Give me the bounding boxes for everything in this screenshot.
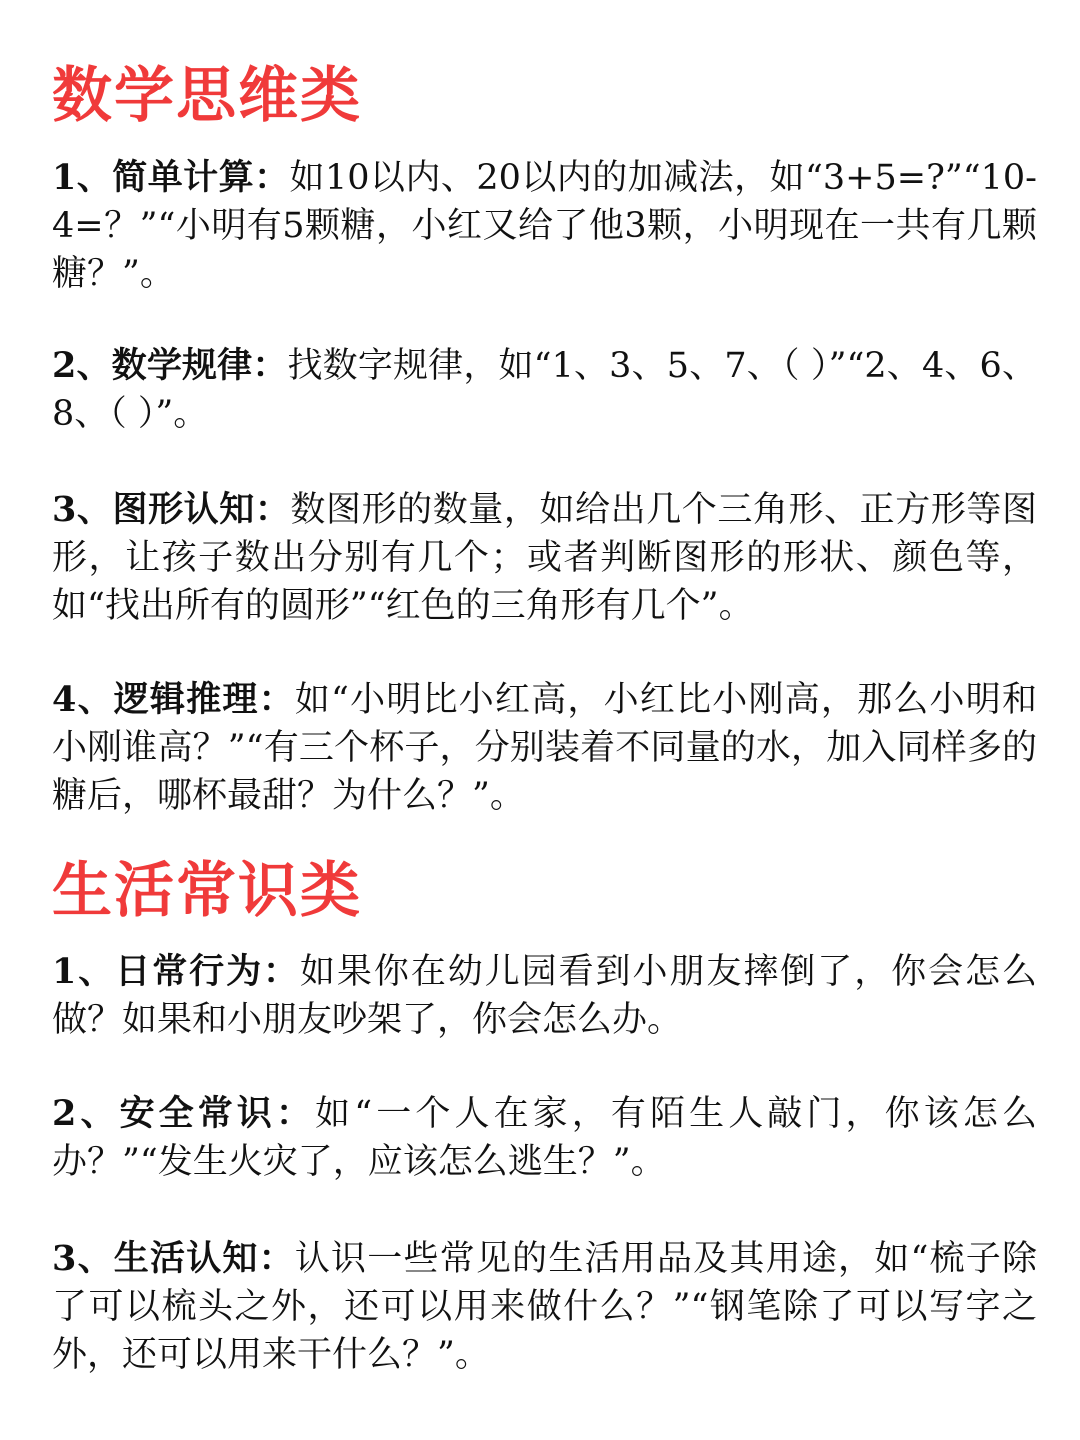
item-text: 找数字规律，如“1、3、5、7、（ ）”“2、4、6、8、（ ）”。 — [52, 346, 1037, 434]
item-label: 3、图形认知： — [52, 489, 291, 530]
item-label: 1、日常行为： — [52, 951, 300, 992]
item-label: 1、简单计算： — [52, 157, 290, 198]
list-item-daily-behavior — [52, 948, 1037, 1044]
list-item-safety-knowledge — [52, 1090, 1037, 1186]
list-item-logical-reasoning — [52, 676, 1037, 820]
list-item-simple-calculation — [52, 154, 1037, 298]
section-title-life: 生活常识类 — [52, 856, 362, 926]
item-label: 2、安全常识： — [52, 1093, 316, 1134]
item-text: 认识一些常见的生活用品及其用途，如“梳子除了可以梳头之外，还可以用来做什么？”“钢笔除了可以写字之外，还可以用来干什么？”。 — [52, 1239, 1037, 1375]
list-item-number-pattern — [52, 342, 1037, 438]
item-text: 如“一个人在家，有陌生人敲门，你该怎么办？”“发生火灾了，应该怎么逃生？”。 — [52, 1094, 1037, 1182]
item-text: 如10以内、20以内的加减法，如“3+5=?”“10- 4=？”“小明有5颗糖，小红又给了他3颗，小明现在一共有几颗糖？”。 — [52, 158, 1037, 294]
item-text: 如“小明比小红高，小红比小刚高，那么小明和小刚谁高？”“有三个杯子，分别装着不同量的水，加入同样多的糖后，哪杯最甜？为什么？”。 — [52, 680, 1037, 816]
list-item-shape-recognition — [52, 486, 1037, 630]
section-title-math: 数学思维类 — [52, 61, 362, 131]
item-label: 4、逻辑推理： — [52, 679, 295, 720]
list-item-life-cognition — [52, 1235, 1037, 1379]
item-text: 如果你在幼儿园看到小朋友摔倒了，你会怎么做？如果和小朋友吵架了，你会怎么办。 — [52, 952, 1037, 1040]
item-text: 数图形的数量，如给出几个三角形、正方形等图形，让孩子数出分别有几个；或者判断图形的形状、颜色等，如“找出所有的圆形”“红色的三角形有几个”。 — [52, 490, 1037, 626]
item-label: 3、生活认知： — [52, 1238, 295, 1279]
item-label: 2、数学规律： — [52, 345, 288, 386]
